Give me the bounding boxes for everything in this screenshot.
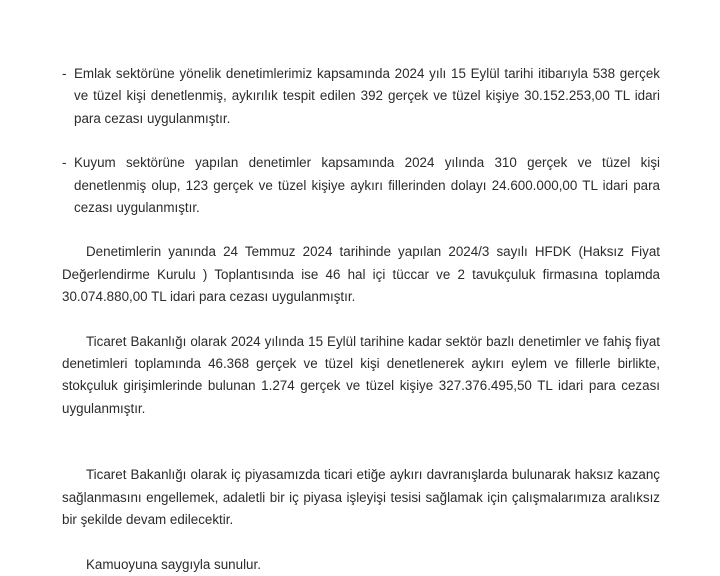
bullet-text-kuyum: Kuyum sektörüne yapılan denetimler kapsamında 2024 yılında 310 gerçek ve tüzel kişi denetlenmiş olup, 123 gerçek ve tüzel kişiye aykırı fillerinden dolayı 24.600.000,00 TL idari para cezası uygulanmıştır. — [74, 155, 660, 216]
document-body — [62, 63, 660, 576]
bullet-item-kuyum — [62, 152, 660, 219]
paragraph-hfdk: Denetimlerin yanında 24 Temmuz 2024 tarihinde yapılan 2024/3 sayılı HFDK (Haksız Fiyat Değerlendirme Kurulu ) Toplantısında ise 46 hal içi tüccar ve 2 tavukçuluk firmasına toplamda 30.074.880,00 TL idari para cezası uygulanmıştır. — [62, 244, 660, 305]
bullet-dash: - — [62, 66, 67, 81]
bullet-item-emlak — [62, 63, 660, 130]
bullet-dash: - — [62, 155, 67, 171]
paragraph-closing: Kamuoyuna saygıyla sunulur. — [86, 556, 261, 572]
bullet-text-emlak: Emlak sektörüne yönelik denetimlerimiz kapsamında 2024 yılı 15 Eylül tarihi itibarıyla 538 gerçek ve tüzel kişi denetlenmiş, aykırılık tespit edilen 392 gerçek ve tüzel kişiye 30.152.253,00 TL idari para cezası uygulanmıştır. — [74, 66, 660, 126]
paragraph-commitment: Ticaret Bakanlığı olarak iç piyasamızda ticari etiğe aykırı davranışlarda bulunarak haksız kazanç sağlanmasını engellemek, adaletli bir iç piyasa işleyişi tesisi sağlamak için çalışmalarımıza aralıksız bir şekilde devam edilecektir. — [62, 467, 660, 528]
paragraph-total-inspections: Ticaret Bakanlığı olarak 2024 yılında 15 Eylül tarihine kadar sektör bazlı denetimler ve fahiş fiyat denetimleri toplamında 46.368 gerçek ve tüzel kişi denetlenerek aykırı eylem ve fillerle birlikte, stokçuluk girişimlerinde bulunan 1.274 gerçek ve tüzel kişiye 327.376.495,50 TL idari para cezası uygulanmıştır. — [62, 333, 660, 416]
